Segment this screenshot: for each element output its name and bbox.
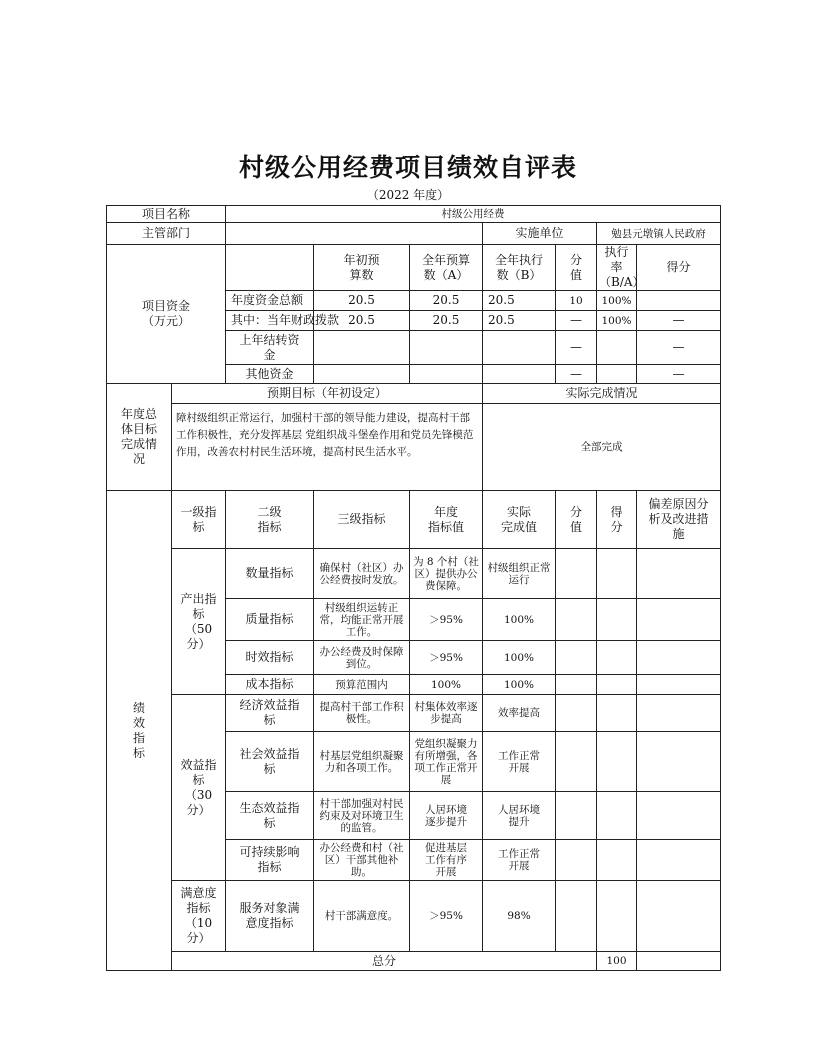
score-cell (556, 641, 597, 675)
output-indicator-label: 产出指 标 （50 分） (172, 549, 226, 695)
fund-initial (314, 365, 410, 384)
dept-value (226, 223, 483, 245)
got-cell (597, 549, 637, 599)
fund-exec (483, 331, 556, 365)
benefit-indicator-label: 效益指 标 （30 分） (172, 695, 226, 881)
total-got (637, 952, 721, 971)
col-full-budget: 全年预算 数（A） (410, 245, 483, 291)
fund-exec: 20.5 (483, 311, 556, 331)
target-value: 人居环境 逐步提升 (410, 792, 483, 840)
target-value: ＞95% (410, 641, 483, 675)
goals-label: 年度总 体目标 完成情 况 (107, 384, 172, 491)
col-score: 分 值 (556, 245, 597, 291)
actual-value: 98% (483, 881, 556, 952)
actual-value: 100% (483, 675, 556, 695)
l3-indicator: 村基层党组织凝聚力和各项工作。 (314, 732, 410, 792)
fund-name: 其他资金 (226, 365, 314, 384)
page-title: 村级公用经费项目绩效自评表 (238, 153, 577, 182)
got-cell (597, 732, 637, 792)
fund-score: 10 (556, 291, 597, 311)
l3-indicator: 村干部加强对村民约束及对环境卫生的监管。 (314, 792, 410, 840)
actual-value: 效率提高 (483, 695, 556, 732)
reason-cell (637, 549, 721, 599)
fund-full: 20.5 (410, 311, 483, 331)
fund-got: — (637, 311, 721, 331)
fund-rate (597, 365, 637, 384)
l3-indicator: 预算范围内 (314, 675, 410, 695)
got-cell (597, 840, 637, 881)
got-cell (597, 599, 637, 641)
fund-initial: 20.5 (314, 291, 410, 311)
reason-cell (637, 792, 721, 840)
fund-got (637, 291, 721, 311)
score-cell (556, 549, 597, 599)
l2-indicator: 可持续影响 指标 (226, 840, 314, 881)
score-cell (556, 599, 597, 641)
fund-full: 20.5 (410, 291, 483, 311)
l3-indicator: 办公经费及时保障到位。 (314, 641, 410, 675)
score-cell (556, 695, 597, 732)
fund-exec: 20.5 (483, 291, 556, 311)
l2-indicator: 生态效益指 标 (226, 792, 314, 840)
reason-cell (637, 881, 721, 952)
impl-label: 实施单位 (483, 223, 597, 245)
total-label: 总分 (172, 952, 597, 971)
total-score: 100 (597, 952, 637, 971)
got-cell (597, 641, 637, 675)
dept-label: 主管部门 (107, 223, 226, 245)
funds-corner (226, 245, 314, 291)
fund-got: — (637, 331, 721, 365)
fund-full (410, 365, 483, 384)
fund-score: — (556, 331, 597, 365)
target-value: 村集体效率逐步提高 (410, 695, 483, 732)
actual-value: 村级组织正常运行 (483, 549, 556, 599)
fund-got: — (637, 365, 721, 384)
score-cell (556, 792, 597, 840)
target-value: 100% (410, 675, 483, 695)
target-value: ＞95% (410, 881, 483, 952)
score-cell (556, 881, 597, 952)
reason-cell (637, 599, 721, 641)
actual-value: 100% (483, 599, 556, 641)
l2-indicator: 经济效益指 标 (226, 695, 314, 732)
target-value: 党组织凝聚力有所增强，各项工作正常开展 (410, 732, 483, 792)
fund-rate (597, 331, 637, 365)
l2-indicator: 服务对象满 意度指标 (226, 881, 314, 952)
score-cell (556, 732, 597, 792)
reason-cell (637, 840, 721, 881)
header-target: 年度 指标值 (410, 491, 483, 549)
fund-full (410, 331, 483, 365)
fund-rate: 100% (597, 311, 637, 331)
target-value: 为 8 个村（社区）提供办公费保障。 (410, 549, 483, 599)
col-exec-rate: 执行率 （B/A） (597, 245, 637, 291)
project-name-label: 项目名称 (107, 206, 226, 223)
header-reason: 偏差原因分 析及改进措 施 (637, 491, 721, 549)
l2-indicator: 质量指标 (226, 599, 314, 641)
l2-indicator: 社会效益指 标 (226, 732, 314, 792)
header-score: 分 值 (556, 491, 597, 549)
table-row (107, 695, 721, 732)
actual-value: 工作正常 开展 (483, 732, 556, 792)
fund-initial: 20.5 (314, 311, 410, 331)
l3-indicator: 村级组织运转正常，均能正常开展工作。 (314, 599, 410, 641)
actual-completion-text: 全部完成 (483, 404, 721, 491)
reason-cell (637, 641, 721, 675)
fund-name: 其中：当年财政拨款 (226, 311, 314, 331)
header-level2: 二级 指标 (226, 491, 314, 549)
report-year: （2022 年度） (366, 188, 450, 202)
actual-completion-header: 实际完成情况 (483, 384, 721, 404)
satisfaction-indicator-label: 满意度 指标 （10 分） (172, 881, 226, 952)
got-cell (597, 881, 637, 952)
header-got: 得 分 (597, 491, 637, 549)
fund-exec (483, 365, 556, 384)
table-row (107, 881, 721, 952)
got-cell (597, 695, 637, 732)
expected-goal-header: 预期目标（年初设定） (172, 384, 483, 404)
l3-indicator: 提高村干部工作积极性。 (314, 695, 410, 732)
reason-cell (637, 695, 721, 732)
col-exec: 全年执行 数（B） (483, 245, 556, 291)
funds-label: 项目资金 （万元） (107, 245, 226, 384)
l2-indicator: 数量指标 (226, 549, 314, 599)
fund-name: 年度资金总额 (226, 291, 314, 311)
header-level3: 三级指标 (314, 491, 410, 549)
fund-initial (314, 331, 410, 365)
col-got: 得分 (637, 245, 721, 291)
fund-name: 上年结转资 金 (226, 331, 314, 365)
actual-value: 人居环境 提升 (483, 792, 556, 840)
l2-indicator: 成本指标 (226, 675, 314, 695)
l3-indicator: 办公经费和村（社 区）干部其他补助。 (314, 840, 410, 881)
actual-value: 工作正常 开展 (483, 840, 556, 881)
got-cell (597, 675, 637, 695)
target-value: 促进基层 工作有序 开展 (410, 840, 483, 881)
fund-score: — (556, 311, 597, 331)
reason-cell (637, 675, 721, 695)
target-value: ＞95% (410, 599, 483, 641)
score-cell (556, 675, 597, 695)
impl-value: 勉县元墩镇人民政府 (597, 223, 721, 245)
expected-goal-text: 障村级组织正常运行，加强村干部的领导能力建设，提高村干部工作积极性，充分发挥基层 党组织战斗堡垒作用和党员先锋模范作用，改善农村村民生活环境，提高村民生活水平。 (172, 404, 483, 491)
project-name-value: 村级公用经费 (226, 206, 721, 223)
l3-indicator: 村干部满意度。 (314, 881, 410, 952)
col-initial-budget: 年初预 算数 (314, 245, 410, 291)
reason-cell (637, 732, 721, 792)
score-cell (556, 840, 597, 881)
evaluation-table (106, 205, 721, 971)
table-row (107, 549, 721, 599)
fund-score: — (556, 365, 597, 384)
actual-value: 100% (483, 641, 556, 675)
got-cell (597, 792, 637, 840)
header-actual: 实际 完成值 (483, 491, 556, 549)
fund-rate: 100% (597, 291, 637, 311)
l3-indicator: 确保村（社区）办公经费按时发放。 (314, 549, 410, 599)
l2-indicator: 时效指标 (226, 641, 314, 675)
header-level1: 一级指 标 (172, 491, 226, 549)
indicators-label: 绩 效 指 标 (107, 491, 172, 971)
